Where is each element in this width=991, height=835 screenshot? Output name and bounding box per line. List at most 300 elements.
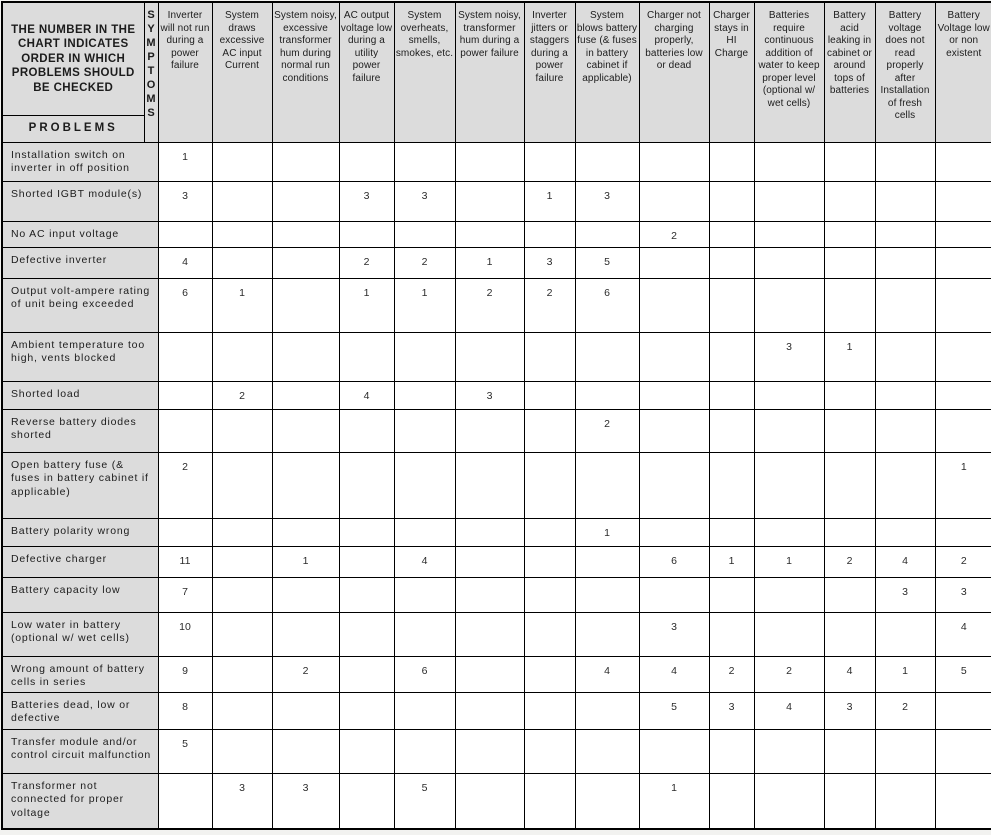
check-order-cell: 3: [575, 181, 639, 221]
check-order-cell: [709, 181, 754, 221]
check-order-cell: [935, 729, 991, 773]
check-order-cell: 2: [524, 278, 575, 332]
problem-row: [2, 729, 991, 773]
symptom-column-header: [158, 2, 212, 142]
check-order-cell: [394, 612, 455, 656]
check-order-cell: [824, 181, 875, 221]
check-order-cell: 2: [935, 546, 991, 577]
check-order-cell: [394, 221, 455, 247]
symptom-column-header: [935, 2, 991, 142]
check-order-cell: [339, 773, 394, 829]
problem-row: [2, 247, 991, 278]
check-order-cell: [754, 381, 824, 409]
check-order-cell: 3: [455, 381, 524, 409]
check-order-cell: 1: [575, 518, 639, 546]
check-order-cell: 5: [935, 656, 991, 692]
check-order-cell: 1: [158, 142, 212, 181]
check-order-cell: [394, 518, 455, 546]
symptom-column-header: [212, 2, 272, 142]
check-order-cell: 6: [575, 278, 639, 332]
check-order-cell: [455, 577, 524, 612]
check-order-cell: [158, 518, 212, 546]
check-order-cell: [709, 612, 754, 656]
problems-label: PROBLEMS: [3, 115, 144, 140]
check-order-cell: [754, 278, 824, 332]
check-order-cell: [339, 452, 394, 518]
check-order-cell: [754, 221, 824, 247]
check-order-cell: [575, 773, 639, 829]
check-order-cell: [394, 692, 455, 729]
corner-inner: [3, 3, 144, 140]
problem-label: Shorted load: [2, 381, 158, 409]
check-order-cell: 1: [709, 546, 754, 577]
check-order-cell: 2: [212, 381, 272, 409]
check-order-cell: 5: [158, 729, 212, 773]
check-order-cell: [339, 518, 394, 546]
problem-row: [2, 409, 991, 452]
check-order-cell: [455, 409, 524, 452]
symptom-column-label: System blows battery fuse (& fuses in battery cabinet if applicable): [577, 10, 638, 85]
check-order-cell: [754, 577, 824, 612]
check-order-cell: [709, 729, 754, 773]
problem-label: Defective charger: [2, 546, 158, 577]
check-order-cell: [455, 332, 524, 381]
check-order-cell: 3: [875, 577, 935, 612]
check-order-cell: [875, 612, 935, 656]
check-order-cell: [824, 518, 875, 546]
check-order-cell: 4: [639, 656, 709, 692]
check-order-cell: 2: [394, 247, 455, 278]
problem-row: [2, 546, 991, 577]
check-order-cell: [875, 452, 935, 518]
symptom-column-header: [575, 2, 639, 142]
check-order-cell: [639, 452, 709, 518]
check-order-cell: [339, 692, 394, 729]
check-order-cell: [824, 278, 875, 332]
symptom-column-label: System draws excessive AC input Current: [214, 10, 271, 73]
problem-row: [2, 181, 991, 221]
check-order-cell: [272, 577, 339, 612]
chart-instruction-title: THE NUMBER IN THE CHART INDICATES ORDER IN WHICH PROBLEMS SHOULD BE CHECKED: [3, 3, 144, 115]
check-order-cell: [455, 729, 524, 773]
check-order-cell: [272, 181, 339, 221]
check-order-cell: 11: [158, 546, 212, 577]
check-order-cell: [339, 142, 394, 181]
check-order-cell: 4: [575, 656, 639, 692]
check-order-cell: [212, 409, 272, 452]
check-order-cell: [824, 577, 875, 612]
check-order-cell: [394, 381, 455, 409]
problem-row: [2, 221, 991, 247]
check-order-cell: [709, 332, 754, 381]
problem-label: Batteries dead, low or defective: [2, 692, 158, 729]
check-order-cell: [824, 773, 875, 829]
check-order-cell: [394, 142, 455, 181]
check-order-cell: [272, 612, 339, 656]
problem-label: Shorted IGBT module(s): [2, 181, 158, 221]
check-order-cell: [524, 692, 575, 729]
symptom-column-header: [524, 2, 575, 142]
check-order-cell: [875, 773, 935, 829]
problem-label: Output volt-ampere rating of unit being exceeded: [2, 278, 158, 332]
check-order-cell: [824, 409, 875, 452]
check-order-cell: [575, 332, 639, 381]
check-order-cell: 1: [875, 656, 935, 692]
problem-row: [2, 612, 991, 656]
check-order-cell: [272, 332, 339, 381]
check-order-cell: 3: [709, 692, 754, 729]
check-order-cell: 3: [754, 332, 824, 381]
check-order-cell: [212, 452, 272, 518]
check-order-cell: [639, 409, 709, 452]
check-order-cell: [935, 247, 991, 278]
check-order-cell: [339, 729, 394, 773]
check-order-cell: [754, 181, 824, 221]
check-order-cell: 5: [575, 247, 639, 278]
problem-label: Reverse battery diodes shorted: [2, 409, 158, 452]
check-order-cell: [524, 452, 575, 518]
check-order-cell: 3: [339, 181, 394, 221]
check-order-cell: [524, 656, 575, 692]
check-order-cell: [875, 729, 935, 773]
check-order-cell: [639, 381, 709, 409]
check-order-cell: 3: [935, 577, 991, 612]
check-order-cell: [754, 518, 824, 546]
problem-label: Installation switch on inverter in off position: [2, 142, 158, 181]
symptom-column-label: Inverter jitters or staggers during a power failure: [526, 10, 574, 85]
check-order-cell: [524, 518, 575, 546]
check-order-cell: [575, 546, 639, 577]
check-order-cell: [394, 409, 455, 452]
check-order-cell: [272, 381, 339, 409]
check-order-cell: [455, 452, 524, 518]
symptom-column-header: [339, 2, 394, 142]
check-order-cell: [455, 181, 524, 221]
check-order-cell: [639, 577, 709, 612]
check-order-cell: [339, 221, 394, 247]
check-order-cell: [455, 773, 524, 829]
check-order-cell: [272, 142, 339, 181]
symptom-column-label: Battery voltage does not read properly after Installation of fresh cells: [877, 10, 934, 123]
problem-label: Open battery fuse (& fuses in battery cabinet if applicable): [2, 452, 158, 518]
symptom-column-label: AC output voltage low during a utility power failure: [341, 10, 393, 85]
problem-row: [2, 381, 991, 409]
check-order-cell: [158, 221, 212, 247]
check-order-cell: 9: [158, 656, 212, 692]
check-order-cell: [824, 452, 875, 518]
check-order-cell: [639, 247, 709, 278]
problem-label: Transfer module and/or control circuit malfunction: [2, 729, 158, 773]
check-order-cell: [575, 142, 639, 181]
problem-row: [2, 692, 991, 729]
check-order-cell: 6: [394, 656, 455, 692]
check-order-cell: [339, 612, 394, 656]
check-order-cell: 3: [158, 181, 212, 221]
check-order-cell: [212, 546, 272, 577]
check-order-cell: [709, 221, 754, 247]
symptom-column-header: [824, 2, 875, 142]
check-order-cell: [339, 332, 394, 381]
check-order-cell: [709, 409, 754, 452]
problem-label: Ambient temperature too high, vents blocked: [2, 332, 158, 381]
check-order-cell: [158, 773, 212, 829]
check-order-cell: [158, 381, 212, 409]
check-order-cell: [272, 452, 339, 518]
check-order-cell: [709, 247, 754, 278]
check-order-cell: 2: [709, 656, 754, 692]
check-order-cell: [524, 546, 575, 577]
check-order-cell: [754, 452, 824, 518]
check-order-cell: [575, 729, 639, 773]
check-order-cell: [272, 278, 339, 332]
problem-label: Wrong amount of battery cells in series: [2, 656, 158, 692]
check-order-cell: [212, 247, 272, 278]
check-order-cell: 2: [575, 409, 639, 452]
problem-row: [2, 332, 991, 381]
check-order-cell: [709, 278, 754, 332]
check-order-cell: [394, 729, 455, 773]
check-order-cell: [639, 729, 709, 773]
check-order-cell: 1: [754, 546, 824, 577]
check-order-cell: 6: [158, 278, 212, 332]
check-order-cell: 2: [158, 452, 212, 518]
check-order-cell: 4: [158, 247, 212, 278]
check-order-cell: 2: [824, 546, 875, 577]
check-order-cell: 7: [158, 577, 212, 612]
symptom-column-label: System noisy, transformer hum during a power failure: [457, 10, 523, 60]
check-order-cell: 2: [455, 278, 524, 332]
check-order-cell: [639, 332, 709, 381]
check-order-cell: [339, 546, 394, 577]
check-order-cell: [935, 381, 991, 409]
symptom-column-label: System overheats, smells, smokes, etc.: [396, 10, 454, 60]
check-order-cell: [272, 247, 339, 278]
check-order-cell: [524, 142, 575, 181]
check-order-cell: [875, 278, 935, 332]
check-order-cell: [158, 409, 212, 452]
check-order-cell: [272, 221, 339, 247]
symptoms-vertical-label: [144, 2, 158, 142]
problem-row: [2, 452, 991, 518]
check-order-cell: [212, 692, 272, 729]
check-order-cell: 1: [212, 278, 272, 332]
symptom-column-header: [875, 2, 935, 142]
check-order-cell: [935, 221, 991, 247]
symptom-column-label: Charger stays in HI Charge: [711, 10, 753, 60]
check-order-cell: [824, 612, 875, 656]
check-order-cell: [639, 181, 709, 221]
check-order-cell: [394, 452, 455, 518]
check-order-cell: 4: [875, 546, 935, 577]
check-order-cell: 5: [394, 773, 455, 829]
check-order-cell: [524, 577, 575, 612]
check-order-cell: [212, 577, 272, 612]
check-order-cell: [754, 247, 824, 278]
check-order-cell: [639, 142, 709, 181]
check-order-cell: [709, 577, 754, 612]
symptom-column-label: Batteries require continuous addition of water to keep proper level (optional w/ wet cells): [756, 10, 823, 110]
check-order-cell: [212, 612, 272, 656]
problem-label: Battery polarity wrong: [2, 518, 158, 546]
check-order-cell: [524, 409, 575, 452]
check-order-cell: [272, 692, 339, 729]
check-order-cell: 1: [394, 278, 455, 332]
symptom-column-label: Charger not charging properly, batteries low or dead: [641, 10, 708, 73]
check-order-cell: 3: [394, 181, 455, 221]
check-order-cell: [875, 332, 935, 381]
check-order-cell: [575, 577, 639, 612]
check-order-cell: [272, 409, 339, 452]
check-order-cell: [935, 518, 991, 546]
check-order-cell: [709, 452, 754, 518]
check-order-cell: [455, 692, 524, 729]
check-order-cell: 5: [639, 692, 709, 729]
check-order-cell: 4: [935, 612, 991, 656]
symptom-column-header: [639, 2, 709, 142]
problem-label: Battery capacity low: [2, 577, 158, 612]
check-order-cell: [575, 692, 639, 729]
check-order-cell: [875, 381, 935, 409]
check-order-cell: [339, 409, 394, 452]
check-order-cell: [524, 773, 575, 829]
check-order-cell: [455, 612, 524, 656]
check-order-cell: 1: [935, 452, 991, 518]
symptom-column-label: Battery acid leaking in cabinet or around tops of batteries: [826, 10, 874, 98]
check-order-cell: [824, 729, 875, 773]
check-order-cell: 1: [272, 546, 339, 577]
check-order-cell: 6: [639, 546, 709, 577]
symptoms-header-row: [2, 2, 991, 142]
check-order-cell: [709, 381, 754, 409]
check-order-cell: 3: [524, 247, 575, 278]
problem-label: Low water in battery (optional w/ wet cells): [2, 612, 158, 656]
check-order-cell: 3: [212, 773, 272, 829]
check-order-cell: [639, 278, 709, 332]
check-order-cell: 2: [339, 247, 394, 278]
check-order-cell: 1: [339, 278, 394, 332]
check-order-cell: 4: [754, 692, 824, 729]
check-order-cell: [709, 142, 754, 181]
check-order-cell: [824, 247, 875, 278]
check-order-cell: 3: [272, 773, 339, 829]
check-order-cell: [212, 729, 272, 773]
troubleshooting-chart-table: [1, 1, 991, 830]
symptom-column-label: System noisy, excessive transformer hum during normal run conditions: [274, 10, 338, 85]
check-order-cell: [212, 181, 272, 221]
check-order-cell: [455, 546, 524, 577]
check-order-cell: [875, 181, 935, 221]
symptom-column-header: [455, 2, 524, 142]
check-order-cell: [754, 773, 824, 829]
check-order-cell: [455, 518, 524, 546]
check-order-cell: [935, 278, 991, 332]
check-order-cell: 4: [339, 381, 394, 409]
check-order-cell: [394, 577, 455, 612]
problem-row: [2, 142, 991, 181]
check-order-cell: [524, 729, 575, 773]
symptom-column-label: Inverter will not run during a power failure: [160, 10, 211, 73]
symptom-column-header: [754, 2, 824, 142]
check-order-cell: 3: [639, 612, 709, 656]
check-order-cell: [524, 612, 575, 656]
check-order-cell: [824, 381, 875, 409]
check-order-cell: [935, 773, 991, 829]
check-order-cell: [455, 656, 524, 692]
check-order-cell: [935, 332, 991, 381]
check-order-cell: 2: [754, 656, 824, 692]
check-order-cell: [524, 381, 575, 409]
check-order-cell: [394, 332, 455, 381]
check-order-cell: 8: [158, 692, 212, 729]
check-order-cell: [212, 656, 272, 692]
check-order-cell: [212, 221, 272, 247]
check-order-cell: [824, 221, 875, 247]
check-order-cell: [524, 221, 575, 247]
check-order-cell: [639, 518, 709, 546]
check-order-cell: [875, 221, 935, 247]
check-order-cell: [709, 518, 754, 546]
check-order-cell: [754, 729, 824, 773]
check-order-cell: 1: [639, 773, 709, 829]
check-order-cell: 10: [158, 612, 212, 656]
check-order-cell: [935, 409, 991, 452]
check-order-cell: [212, 332, 272, 381]
check-order-cell: 2: [875, 692, 935, 729]
check-order-cell: [754, 612, 824, 656]
check-order-cell: [212, 518, 272, 546]
problem-row: [2, 773, 991, 829]
check-order-cell: 1: [824, 332, 875, 381]
check-order-cell: [455, 221, 524, 247]
check-order-cell: [824, 142, 875, 181]
check-order-cell: 2: [639, 221, 709, 247]
check-order-cell: [875, 142, 935, 181]
check-order-cell: [272, 729, 339, 773]
check-order-cell: [754, 142, 824, 181]
check-order-cell: [575, 221, 639, 247]
check-order-cell: [272, 518, 339, 546]
check-order-cell: [875, 518, 935, 546]
check-order-cell: [875, 247, 935, 278]
problem-row: [2, 278, 991, 332]
check-order-cell: [158, 332, 212, 381]
symptom-column-label: Battery Voltage low or non existent: [937, 10, 991, 60]
symptom-column-header: [394, 2, 455, 142]
problem-row: [2, 518, 991, 546]
check-order-cell: 4: [394, 546, 455, 577]
check-order-cell: [935, 692, 991, 729]
problem-row: [2, 577, 991, 612]
symptom-column-header: [709, 2, 754, 142]
check-order-cell: [935, 142, 991, 181]
check-order-cell: [339, 577, 394, 612]
check-order-cell: [935, 181, 991, 221]
problem-row: [2, 656, 991, 692]
corner-cell: [2, 2, 144, 142]
check-order-cell: [575, 381, 639, 409]
check-order-cell: [455, 142, 524, 181]
symptom-column-header: [272, 2, 339, 142]
check-order-cell: [524, 332, 575, 381]
check-order-cell: [212, 142, 272, 181]
problem-label: No AC input voltage: [2, 221, 158, 247]
check-order-cell: [875, 409, 935, 452]
problem-label: Defective inverter: [2, 247, 158, 278]
check-order-cell: 1: [455, 247, 524, 278]
check-order-cell: [339, 656, 394, 692]
symptoms-letters: S Y M P T O M S: [145, 8, 158, 120]
check-order-cell: [575, 612, 639, 656]
